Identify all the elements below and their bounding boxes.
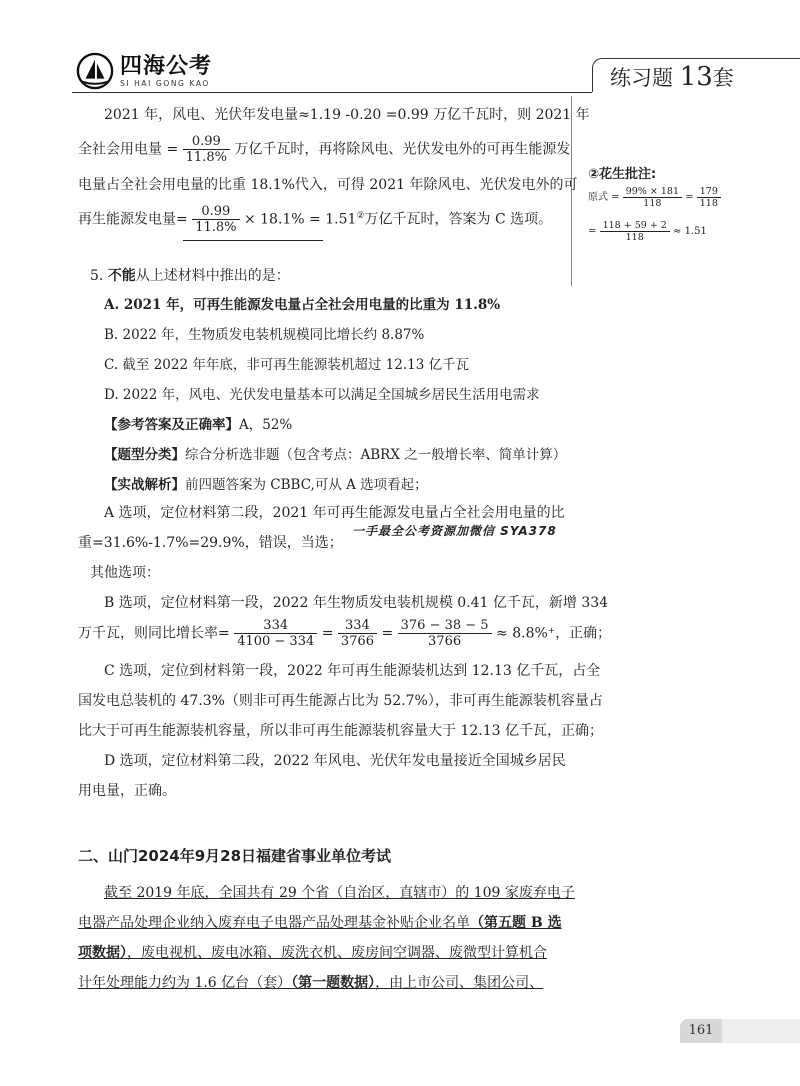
passage-line-2	[78, 912, 562, 934]
calc-line-2-post: 万亿千瓦时，再将除风电、光伏发电外的可再生能源发	[234, 141, 571, 158]
sidenote-title: ②花生批注:	[588, 167, 657, 182]
option-a: A. 2021 年，可再生能源发电量占全社会用电量的比重为 11.8%	[104, 297, 501, 313]
tab-prefix: 练习题	[610, 66, 673, 90]
other-options-label: 其他选项：	[90, 565, 160, 581]
analysis-b-2-pre: 万千瓦，则同比增长率=	[78, 625, 230, 642]
passage-emphasis: （第一题数据）	[291, 975, 376, 991]
fraction-numerator: 0.99	[192, 204, 239, 220]
stem-text: 从上述材料中推出的是：	[135, 268, 290, 284]
section-title: 二、山门2024年9月28日福建省事业单位考试	[78, 847, 392, 865]
answer-value: A，52%	[239, 417, 293, 433]
fraction-denominator: 118	[643, 198, 662, 209]
sidenote-line-2	[588, 220, 707, 243]
type-label: 【题型分类】	[104, 447, 185, 463]
analysis-d-1: D 选项，定位材料第二段，2022 年风电、光伏年发电量接近全国城乡居民	[104, 753, 566, 769]
passage-text: ，由上市公司、集团公司、	[375, 975, 544, 991]
fraction	[192, 204, 239, 235]
fraction	[623, 186, 682, 209]
fraction-numerator: 334	[234, 618, 317, 634]
calc-line-4-post: 万亿千瓦时，答案为 C 选项。	[364, 211, 553, 228]
passage-text: 电器产品处理企业纳入废弃电子电器产品处理基金补贴企业名单	[78, 915, 470, 931]
type-line	[104, 443, 566, 463]
calc-line-4	[78, 204, 552, 235]
fraction-numerator: 179	[697, 186, 721, 198]
passage-emphasis: （第五题 B 选	[470, 915, 562, 931]
fraction-denominator: 3766	[428, 634, 462, 649]
fraction-denominator: 11.8%	[185, 150, 227, 165]
calc-line-2-pre: 全社会用电量 =	[78, 141, 179, 158]
logo	[76, 52, 212, 90]
logo-pinyin: SI HAI GONG KAO	[120, 78, 210, 88]
equals-sign: =	[685, 192, 694, 203]
calc-line-2	[78, 134, 570, 165]
footer-tab	[722, 1019, 800, 1043]
analysis-c-1: C 选项，定位到材料第一段，2022 年可再生能源装机达到 12.13 亿千瓦，占全	[104, 663, 601, 679]
fraction-denominator: 4100 − 334	[237, 634, 315, 649]
equals-sign: =	[381, 625, 394, 642]
analysis-a-2: 重=31.6%-1.7%=29.9%，错误，当选；	[78, 535, 343, 551]
sidenote-line-1	[588, 186, 721, 209]
sailboat-logo-icon	[76, 52, 114, 90]
fraction	[398, 618, 492, 649]
fraction-denominator: 118	[625, 232, 644, 243]
calc-line-3: 电量占全社会用电量的比重 18.1%代入，可得 2021 年除风电、光伏发电外的可	[78, 177, 578, 193]
option-d: D. 2022 年，风电、光伏发电量基本可以满足全国城乡居民生活用电需求	[104, 387, 540, 403]
question-number: 5.	[90, 268, 104, 284]
fraction	[183, 134, 230, 165]
fraction-numerator: 334	[338, 618, 377, 634]
analysis-c-2: 国发电总装机的 47.3%（则非可再生能源占比为 52.7%），非可再生能源装机容量占	[78, 693, 603, 709]
analysis-value: 前四题答案为 CBBC,可从 A 选项看起；	[185, 477, 428, 493]
type-value: 综合分析选非题（包含考点：ABRX 之一般增长率、简单计算）	[185, 447, 567, 463]
sidenote-text: 原式 =	[588, 192, 620, 203]
fraction	[234, 618, 317, 649]
tab-suffix: 套	[712, 66, 734, 90]
fraction-numerator: 0.99	[183, 134, 230, 150]
header-rule	[72, 92, 592, 93]
page-number: 161	[680, 1019, 722, 1043]
fraction	[600, 220, 670, 243]
equals-sign: =	[588, 226, 597, 237]
watermark-text: 一手最全公考资源加微信 SYA378	[352, 524, 557, 538]
stem-emphasis: 不能	[107, 268, 136, 284]
analysis-a-1: A 选项，定位材料第二段，2021 年可再生能源发电量占全社会用电量的比	[104, 505, 565, 521]
calc-result: × 18.1% = 1.51	[243, 211, 357, 228]
analysis-d-2: 用电量，正确。	[78, 783, 176, 799]
equals-sign: =	[321, 625, 334, 642]
analysis-c-3: 比大于可再生能源装机容量，所以非可再生能源装机容量大于 12.13 亿千瓦，正确；	[78, 723, 603, 739]
fraction-denominator: 118	[699, 198, 718, 209]
sidenote-result: ≈ 1.51	[673, 226, 707, 237]
question-stem	[90, 265, 290, 287]
fraction-numerator: 376 − 38 − 5	[398, 618, 492, 634]
answer-line	[104, 413, 292, 433]
passage-text: ，废电视机、废电冰箱、废洗衣机、废房间空调器、废微型计算机合	[127, 945, 547, 961]
passage-text: 计年处理能力约为 1.6 亿台（套）	[78, 975, 292, 991]
fraction-denominator: 11.8%	[195, 220, 237, 235]
tab-number: 13	[679, 62, 713, 92]
passage-emphasis: 项数据）	[78, 945, 127, 961]
passage-line-1: 截至 2019 年底，全国共有 29 个省（自治区，直辖市）的 109 家废弃电子	[104, 885, 575, 901]
analysis-line	[104, 473, 428, 493]
fraction	[338, 618, 377, 649]
underline-rule	[183, 240, 323, 241]
set-label	[610, 62, 734, 92]
analysis-b-2-post: ≈ 8.8%⁺，正确；	[496, 625, 612, 642]
calc-line-1: 2021 年，风电、光伏年发电量≈1.19 -0.20 =0.99 万亿千瓦时，则 2021 年	[104, 107, 590, 123]
fraction	[697, 186, 721, 209]
fraction-numerator: 118 + 59 + 2	[600, 220, 670, 232]
answer-label: 【参考答案及正确率】	[104, 417, 239, 433]
passage-line-4	[78, 972, 543, 994]
analysis-label: 【实战解析】	[104, 477, 185, 493]
passage-line-3	[78, 942, 547, 964]
fraction-numerator: 99% × 181	[623, 186, 682, 198]
logo-name: 四海公考	[120, 53, 213, 79]
analysis-b-2	[78, 618, 611, 649]
option-c: C. 截至 2022 年年底，非可再生能源装机超过 12.13 亿千瓦	[104, 357, 470, 373]
calc-line-4-pre: 再生能源发电量=	[78, 211, 188, 228]
analysis-b-1: B 选项，定位材料第一段，2022 年生物质发电装机规模 0.41 亿千瓦，新增 334	[104, 595, 609, 611]
note-marker: ②	[356, 210, 365, 221]
fraction-denominator: 3766	[340, 634, 374, 649]
option-b: B. 2022 年，生物质发电装机规模同比增长约 8.87%	[104, 327, 425, 343]
